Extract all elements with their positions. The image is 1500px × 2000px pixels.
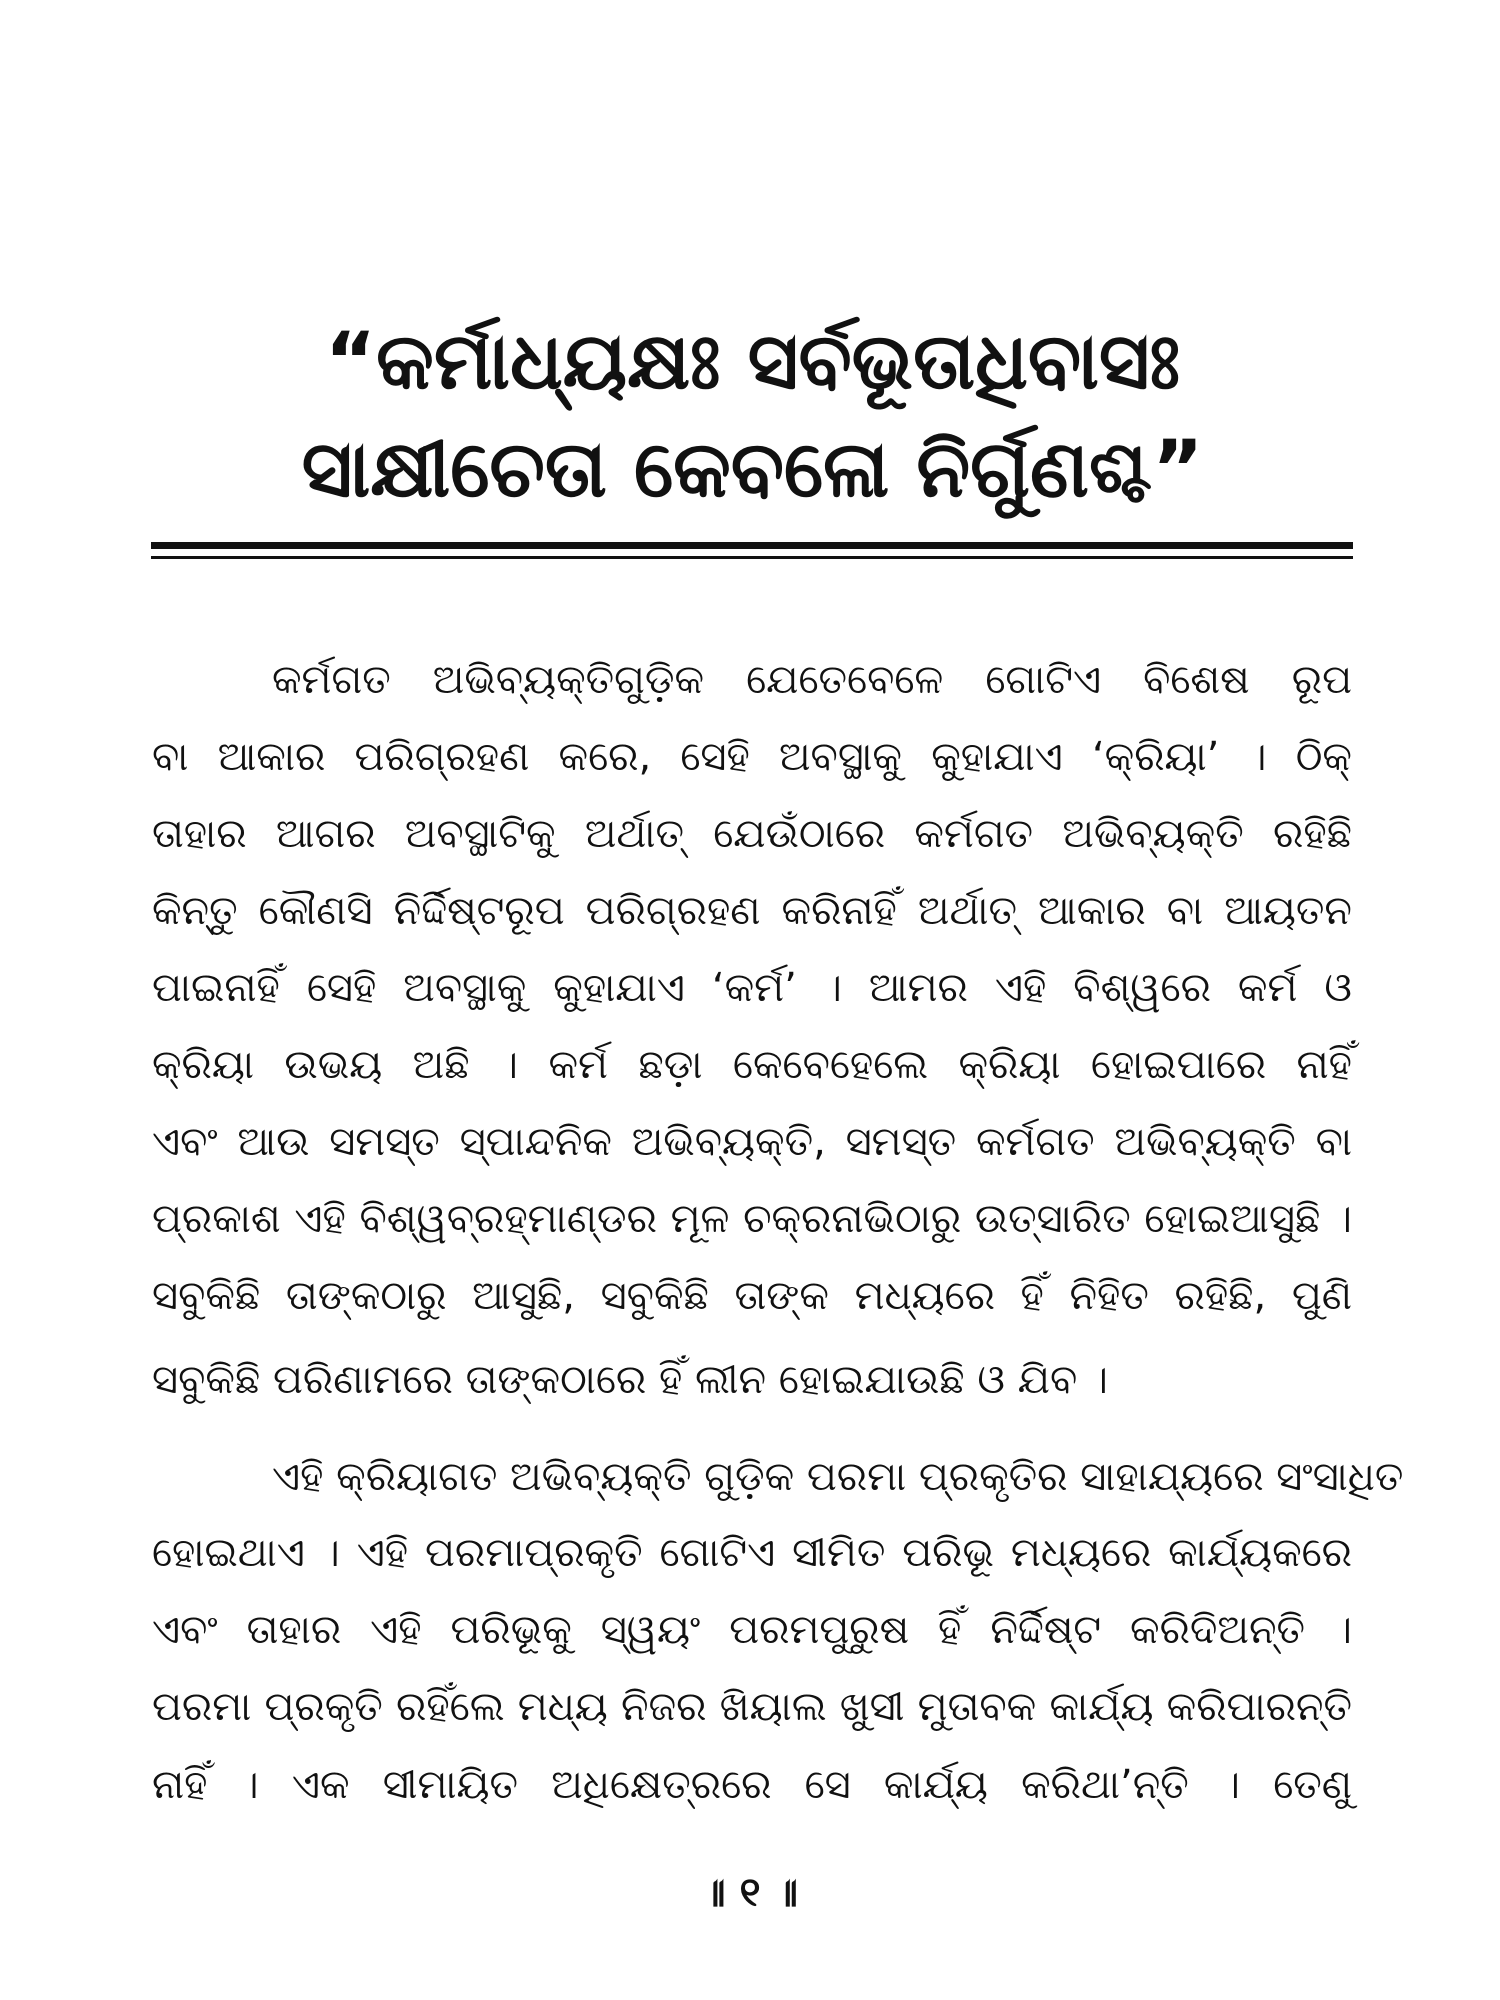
text-line: ନାହିଁ । ଏକ ସୀମାୟିତ ଅଧିକ୍ଷେତ୍ରରେ ସେ କାର୍ଯ୍ୟ କରିଥା’ନ୍ତି । ତେଣୁ bbox=[152, 1762, 1352, 1808]
heading-rule-thin bbox=[151, 556, 1353, 559]
text-line: ଏବଂ ଆଉ ସମସ୍ତ ସ୍ପାନ୍ଦନିକ ଅଭିବ୍ୟକ୍ତି, ସମସ୍ତ କର୍ମଗତ ଅଭିବ୍ୟକ୍ତି ବା bbox=[152, 1119, 1352, 1165]
text-line: କିନ୍ତୁ କୌଣସି ନିର୍ଦ୍ଦିଷ୍ଟରୂପ ପରିଗ୍ରହଣ କରିନାହିଁ ଅର୍ଥାତ୍ ଆକାର ବା ଆୟତନ bbox=[152, 888, 1352, 934]
heading-rule-thick bbox=[151, 542, 1353, 549]
text-line: ବା ଆକାର ପରିଗ୍ରହଣ କରେ, ସେହି ଅବସ୍ଥାକୁ କୁହାଯାଏ ‘କ୍ରିୟା’ । ଠିକ୍ bbox=[152, 734, 1352, 780]
text-line: ପାଇନାହିଁ ସେହି ଅବସ୍ଥାକୁ କୁହାଯାଏ ‘କର୍ମ’ । ଆମର ଏହି ବିଶ୍ୱରେ କର୍ମ ଓ bbox=[152, 965, 1352, 1011]
page-number: ॥ ୧ ॥ bbox=[702, 1870, 798, 1916]
text-line: ଏବଂ ତାହାର ଏହି ପରିଭୂକୁ ସ୍ୱୟଂ ପରମପୁରୁଷ ହିଁ ନିର୍ଦ୍ଦିଷ୍ଟ କରିଦିଅନ୍ତି । bbox=[152, 1607, 1352, 1653]
text-line: କର୍ମଗତ ଅଭିବ୍ୟକ୍ତିଗୁଡ଼ିକ ଯେତେବେଳେ ଗୋଟିଏ ବିଶେଷ ରୂପ bbox=[272, 657, 1352, 703]
text-line: ପ୍ରକାଶ ଏହି ବିଶ୍ୱବ୍ରହ୍ମାଣ୍ଡର ମୂଳ ଚକ୍ରନାଭିଠାରୁ ଉତ୍ସାରିତ ହୋଇଆସୁଛି । bbox=[152, 1196, 1352, 1242]
text-line: ତାହାର ଆଗର ଅବସ୍ଥାଟିକୁ ଅର୍ଥାତ୍ ଯେଉଁଠାରେ କର୍ମଗତ ଅଭିବ୍ୟକ୍ତି ରହିଛି bbox=[152, 811, 1352, 857]
text-line: ସବୁକିଛି ତାଙ୍କଠାରୁ ଆସୁଛି, ସବୁକିଛି ତାଙ୍କ ମଧ୍ୟରେ ହିଁ ନିହିତ ରହିଛି, ପୁଣି bbox=[152, 1273, 1352, 1319]
heading-line-1: “କର୍ମାଧ୍ୟକ୍ଷଃ ସର୍ବଭୂତାଧିବାସଃ bbox=[324, 317, 1181, 407]
text-line: କ୍ରିୟା ଉଭୟ ଅଛି । କର୍ମ ଛଡ଼ା କେବେହେଲେ କ୍ରିୟା ହୋଇପାରେ ନାହିଁ bbox=[152, 1042, 1352, 1088]
text-line: ପରମା ପ୍ରକୃତି ରହିଁଲେ ମଧ୍ୟ ନିଜର ଖିୟାଲ ଖୁସୀ ମୁତାବକ କାର୍ଯ୍ୟ କରିପାରନ୍ତି bbox=[152, 1684, 1352, 1730]
heading-line-2: ସାକ୍ଷୀଚେତା କେବଳୋ ନିର୍ଗୁଣଶ୍ଚ” bbox=[301, 425, 1204, 515]
text-line: ହୋଇଥାଏ । ଏହି ପରମାପ୍ରକୃତି ଗୋଟିଏ ସୀମିତ ପରିଭୂ ମଧ୍ୟରେ କାର୍ଯ୍ୟକରେ bbox=[152, 1530, 1352, 1576]
text-line: ଏହି କ୍ରିୟାଗତ ଅଭିବ୍ୟକ୍ତି ଗୁଡ଼ିକ ପରମା ପ୍ରକୃତିର ସାହାଯ୍ୟରେ ସଂସାଧିତ bbox=[272, 1454, 1404, 1500]
text-line: ସବୁକିଛି ପରିଣାମରେ ତାଙ୍କଠାରେ ହିଁ ଲୀନ ହୋଇଯାଉଛି ଓ ଯିବ । bbox=[152, 1357, 1108, 1403]
